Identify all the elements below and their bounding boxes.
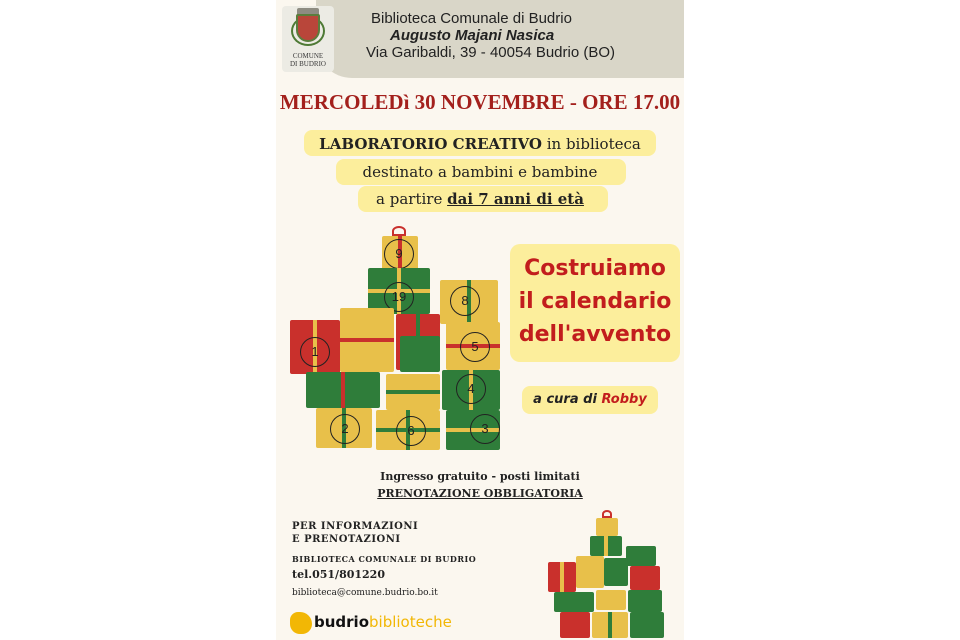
event-poster <box>276 0 684 640</box>
lab-title: LABORATORIO CREATIVO <box>319 135 542 153</box>
info-heading-line-2: E PRENOTAZIONI <box>292 534 401 545</box>
age-requirement: dai 7 anni di età <box>447 190 584 208</box>
gift-box <box>400 336 440 372</box>
gift-stack-illustration <box>284 224 514 454</box>
gift-box <box>592 612 628 638</box>
gift-number: 19 <box>384 282 414 312</box>
gift-box <box>604 558 628 586</box>
gift-box <box>630 612 664 638</box>
gift-box <box>630 566 660 590</box>
gift-box <box>548 562 576 592</box>
activity-title-box <box>510 244 680 362</box>
gift-number: 3 <box>470 414 500 444</box>
age-prefix: a partire <box>376 190 448 208</box>
activity-title-line-3: dell'avvento <box>518 322 672 347</box>
gift-box <box>554 592 594 612</box>
bow-icon <box>392 226 406 236</box>
gift-box <box>628 590 662 612</box>
gift-number: 2 <box>330 414 360 444</box>
gift-box <box>576 556 604 588</box>
gift-stack-small-illustration <box>544 506 676 640</box>
library-address: Via Garibaldi, 39 - 40054 Budrio (BO) <box>366 44 616 61</box>
gift-number: 1 <box>300 337 330 367</box>
gift-box <box>596 518 618 536</box>
logo-text-part-1: budrio <box>314 613 369 631</box>
info-email[interactable]: biblioteca@comune.budrio.bo.it <box>292 588 438 598</box>
gift-box <box>596 590 626 610</box>
info-library: BIBLIOTECA COMUNALE DI BUDRIO <box>292 554 477 564</box>
logo-text-part-2: biblioteche <box>369 613 452 631</box>
lab-location: in biblioteca <box>541 135 641 153</box>
logo-text <box>314 613 452 631</box>
gift-number: 6 <box>396 416 426 446</box>
crest-label-1: COMUNE <box>292 52 324 60</box>
gift-number: 5 <box>460 332 490 362</box>
entry-info: Ingresso gratuito - posti limitati <box>380 470 580 483</box>
gift-box <box>306 372 380 408</box>
library-subtitle: Augusto Majani Nasica <box>390 27 555 44</box>
lab-line-2: destinato a bambini e bambine <box>362 163 598 181</box>
crest-label-2: DI BUDRIO <box>290 60 326 68</box>
library-name: Biblioteca Comunale di Budrio <box>371 10 572 27</box>
logo-icon <box>290 612 312 634</box>
lab-line-1 <box>276 135 684 153</box>
info-phone[interactable]: tel.051/801220 <box>292 568 385 581</box>
organizer-credit <box>522 386 658 414</box>
lab-line-3 <box>276 190 684 208</box>
gift-box <box>340 308 394 372</box>
shield-icon <box>296 14 320 42</box>
activity-title-line-2: il calendario <box>518 289 672 314</box>
gift-number: 4 <box>456 374 486 404</box>
gift-box <box>590 536 622 556</box>
reservation-required: PRENOTAZIONE OBBLIGATORIA <box>377 487 583 500</box>
gift-box <box>386 374 440 410</box>
gift-number: 9 <box>384 239 414 269</box>
info-heading-line-1: PER INFORMAZIONI <box>292 521 419 532</box>
gift-box <box>560 612 590 638</box>
municipality-crest <box>282 6 334 72</box>
event-date-time: MERCOLEDì 30 NOVEMBRE - ORE 17.00 <box>279 90 681 114</box>
gift-box <box>626 546 656 566</box>
header <box>276 0 684 78</box>
activity-title-line-1: Costruiamo <box>524 256 666 281</box>
bow-icon <box>602 510 612 518</box>
gift-number: 8 <box>450 286 480 316</box>
organizer-name: Robby <box>601 392 647 407</box>
credit-prefix: a cura di <box>533 392 602 407</box>
info-heading <box>292 520 418 546</box>
